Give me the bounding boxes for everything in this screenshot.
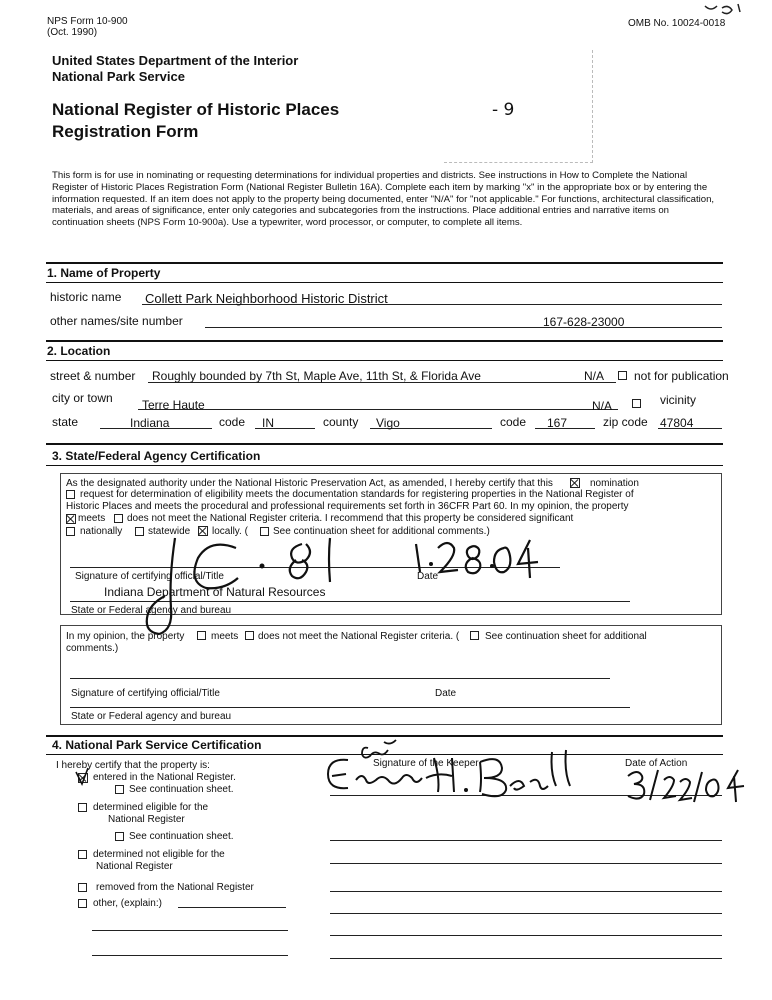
- form-date: (Oct. 1990): [47, 27, 98, 38]
- date-2-label: Date: [435, 688, 457, 699]
- section-2-title: 2. Location: [47, 344, 111, 358]
- section-rule: [46, 340, 723, 342]
- state-code-value[interactable]: IN: [262, 416, 274, 430]
- section-rule: [46, 282, 723, 283]
- zip-value[interactable]: 47804: [660, 416, 694, 430]
- locally-checkbox[interactable]: [198, 526, 208, 536]
- not-eligible-checkbox[interactable]: [78, 850, 87, 859]
- section-4-title: 4. National Park Service Certification: [52, 738, 262, 752]
- meets-label: meets: [78, 513, 106, 524]
- not-eligible-label: determined not eligible for the: [93, 849, 225, 860]
- vicinity-label: vicinity: [660, 393, 697, 407]
- county-value[interactable]: Vigo: [376, 416, 400, 430]
- meets-checkbox[interactable]: [66, 514, 76, 524]
- form-title: National Register of Historic Places: [52, 100, 340, 119]
- opinion-not-meet-checkbox[interactable]: [245, 631, 254, 640]
- action-digits-22: [664, 777, 692, 800]
- keeper-line-4: [330, 891, 722, 892]
- nomination-checkbox[interactable]: [570, 478, 580, 488]
- not-for-publication-checkbox[interactable]: [618, 371, 627, 380]
- omb-number: OMB No. 10024-0018: [628, 18, 726, 29]
- agency-value[interactable]: Indiana Department of Natural Resources: [104, 585, 326, 599]
- statewide-label: statewide: [148, 526, 191, 537]
- see-continuation-2-checkbox[interactable]: [115, 832, 124, 841]
- not-eligible-label-2: National Register: [96, 861, 173, 872]
- does-not-meet-checkbox[interactable]: [114, 514, 123, 523]
- opinion-not-meet-label: does not meet the National Register criteria. (: [258, 631, 460, 642]
- opinion-continuation-label: See continuation sheet for additional: [485, 631, 647, 642]
- city-label: city or town: [52, 391, 113, 405]
- keeper-label: Signature of the Keeper: [373, 758, 479, 769]
- removed-checkbox[interactable]: [78, 883, 87, 892]
- form-instructions: This form is for use in nominating or requesting determinations for individual properties and districts. See instructions in How to Complete the National Register of Historic Places Registration Form (National Register Bulletin 16A). Complete each item by marking "x" in the appropriate box or by entering the information requested. If an item does not apply to the property being documented, enter "N/A" for "not applicable." For functions, architectural classification, materials, and areas of significance, enter only categories and subcategories from the instructions. Place additional entries and narrative items on continuation sheets (NPS Form 10-900a). Use a typewriter, word processor, or computer, to complete all items.: [52, 170, 715, 229]
- see-continuation-checkbox[interactable]: [260, 527, 269, 536]
- signature-label: Signature of certifying official/Title: [75, 571, 224, 582]
- entered-label: entered in the National Register.: [93, 772, 236, 783]
- signature-line: [70, 567, 560, 568]
- entered-checkbox[interactable]: [78, 773, 88, 783]
- site-number-value[interactable]: 167-628-23000: [543, 315, 625, 329]
- opinion-line-1: In my opinion, the property: [66, 631, 185, 642]
- nationally-label: nationally: [80, 526, 123, 537]
- agency-label: State or Federal agency and bureau: [71, 605, 232, 616]
- cert-line-4: does not meet the National Register criteria. I recommend that this property be considered significant: [127, 513, 574, 524]
- city-value[interactable]: Terre Haute: [142, 398, 205, 412]
- corner-scribble: [705, 4, 740, 14]
- state-value[interactable]: Indiana: [130, 416, 170, 430]
- section-rule: [46, 754, 723, 755]
- other-names-label: other names/site number: [50, 314, 183, 328]
- agency-line: [70, 601, 630, 602]
- form-subtitle: Registration Form: [52, 122, 199, 141]
- state-label: state: [52, 415, 79, 429]
- street-label: street & number: [50, 369, 136, 383]
- see-continuation-2-label: See continuation sheet.: [129, 831, 234, 842]
- other-explain-line: [178, 907, 286, 908]
- opinion-meets-checkbox[interactable]: [197, 631, 206, 640]
- eligible-label-2: National Register: [108, 814, 185, 825]
- other-checkbox[interactable]: [78, 899, 87, 908]
- nationally-checkbox[interactable]: [66, 527, 75, 536]
- signature-2-label: Signature of certifying official/Title: [71, 688, 220, 699]
- see-continuation-1-label: See continuation sheet.: [129, 784, 234, 795]
- vicinity-checkbox[interactable]: [632, 399, 641, 408]
- historic-name-value[interactable]: Collett Park Neighborhood Historic District: [145, 291, 388, 306]
- action-digit-0: [706, 780, 719, 797]
- section-rule: [46, 443, 723, 445]
- locally-label: locally. (: [212, 526, 248, 537]
- opinion-continuation-checkbox[interactable]: [470, 631, 479, 640]
- eligible-checkbox[interactable]: [78, 803, 87, 812]
- other-line-2: [92, 930, 288, 931]
- signature-2-line: [70, 678, 610, 679]
- cert-line-1: As the designated authority under the National Historic Preservation Act, as amended, I hereby certify that this: [66, 478, 553, 489]
- department-name: United States Department of the Interior: [52, 53, 299, 68]
- cert-line-2: request for determination of eligibility meets the documentation standards for registering properties in the National Register of: [80, 489, 634, 500]
- see-continuation-1-checkbox[interactable]: [115, 785, 124, 794]
- other-line-3: [92, 955, 288, 956]
- city-line: [138, 409, 618, 410]
- removed-label: removed from the National Register: [96, 882, 254, 893]
- zip-label: zip code: [603, 415, 648, 429]
- not-for-publication-label: not for publication: [634, 369, 729, 383]
- form-number: NPS Form 10-900: [47, 16, 128, 27]
- cert-line-3: Historic Places and meets the procedural and professional requirements set forth in 36CFR Part 60. In my opinion, the property: [66, 501, 629, 512]
- street-na: N/A: [584, 369, 605, 383]
- statewide-checkbox[interactable]: [135, 527, 144, 536]
- section-3-title: 3. State/Federal Agency Certification: [52, 449, 261, 463]
- county-code-label: code: [500, 415, 527, 429]
- keeper-line-2: [330, 840, 722, 841]
- agency-2-label: State or Federal agency and bureau: [71, 711, 232, 722]
- section-rule: [46, 360, 723, 361]
- county-code-value[interactable]: 167: [547, 416, 568, 430]
- action-digit-4: [728, 770, 744, 802]
- nomination-label: nomination: [590, 478, 639, 489]
- opinion-meets-label: meets: [211, 631, 239, 642]
- keeper-last-name: [480, 750, 570, 796]
- date-label: Date: [417, 571, 439, 582]
- keeper-line-7: [330, 958, 722, 959]
- section-1-title: 1. Name of Property: [47, 266, 161, 280]
- keeper-line-3: [330, 863, 722, 864]
- other-names-line: [205, 327, 722, 328]
- received-stamp-area: [444, 50, 593, 163]
- keeper-line-5: [330, 913, 722, 914]
- agency-2-line: [70, 707, 630, 708]
- keeper-line-6: [330, 935, 722, 936]
- street-value[interactable]: Roughly bounded by 7th St, Maple Ave, 11th St, & Florida Ave: [152, 369, 481, 383]
- nps-cert-intro: I hereby certify that the property is:: [56, 760, 210, 771]
- other-label: other, (explain:): [93, 898, 162, 909]
- keeper-line-1: [330, 795, 722, 796]
- historic-name-label: historic name: [50, 290, 122, 304]
- section-rule: [46, 735, 723, 737]
- state-code-label: code: [219, 415, 246, 429]
- section-rule: [46, 465, 723, 466]
- county-label: county: [323, 415, 359, 429]
- stamp-number: - 9: [492, 100, 515, 120]
- request-checkbox[interactable]: [66, 490, 75, 499]
- service-name: National Park Service: [52, 69, 185, 84]
- eligible-label: determined eligible for the: [93, 802, 209, 813]
- opinion-line-2: comments.): [66, 643, 119, 654]
- section-rule: [46, 262, 723, 264]
- city-na: N/A: [592, 399, 613, 413]
- see-continuation-label: See continuation sheet for additional comments.): [273, 526, 490, 537]
- date-of-action-label: Date of Action: [625, 758, 688, 769]
